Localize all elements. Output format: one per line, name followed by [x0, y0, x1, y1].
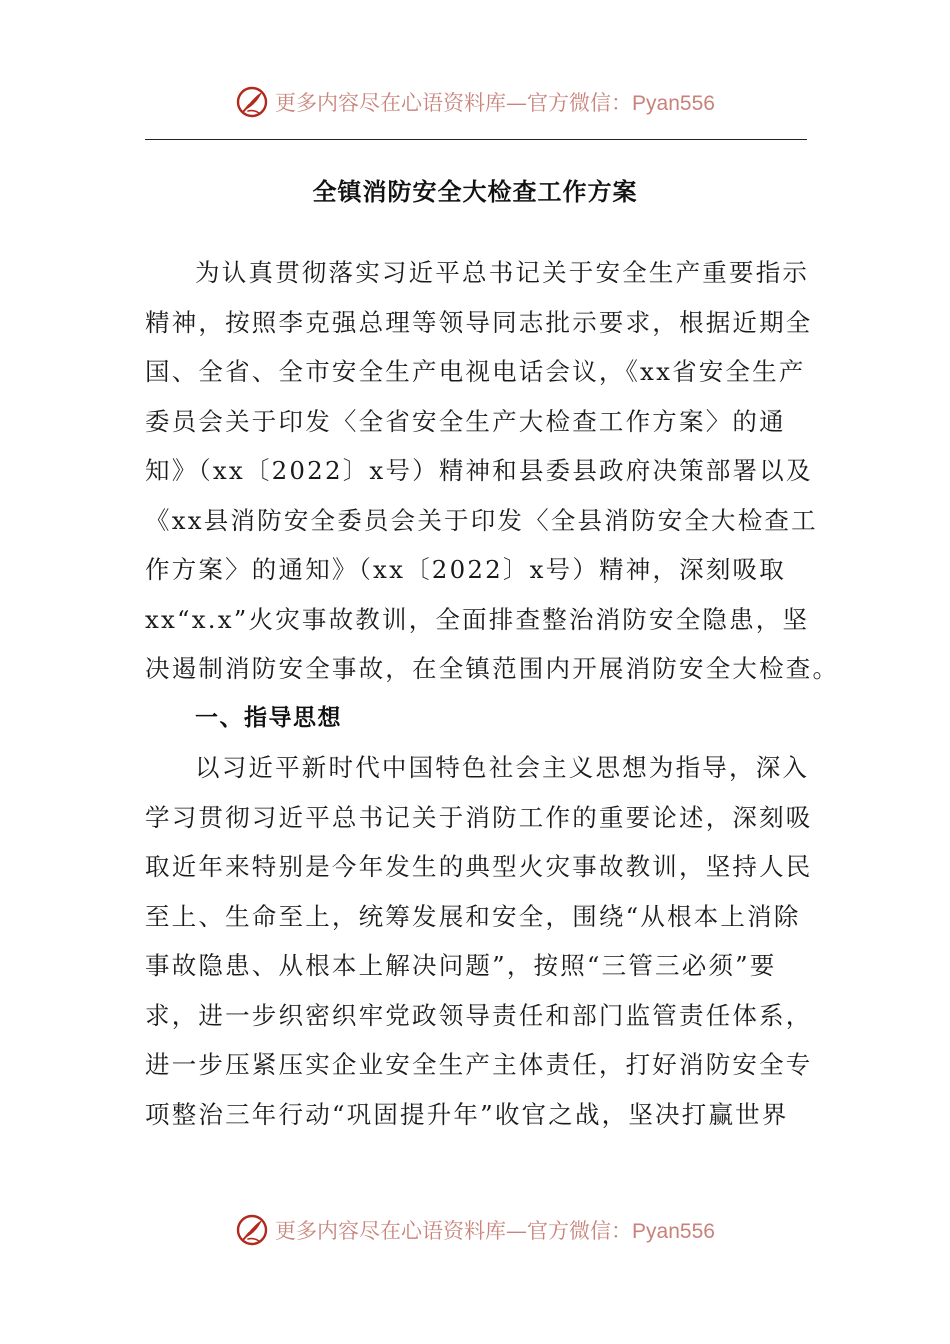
header-rule — [145, 139, 807, 140]
section-line: 事故隐患、从根本上解决问题”，按照“三管三必须”要 — [145, 951, 777, 980]
section-line: 至上、生命至上，统筹发展和安全，围绕“从根本上消除 — [145, 901, 801, 931]
document-body — [145, 248, 840, 1139]
section-line: 取近年来特别是今年发生的典型火灾事故教训，坚持人民 — [145, 852, 813, 881]
intro-line: 委员会关于印发〈全省安全生产大检查工作方案〉的通 — [145, 406, 786, 436]
section-heading: 一、指导思想 — [195, 704, 342, 731]
watermark-label: 更多内容尽在心语资料库—官方微信： — [275, 1219, 633, 1243]
section-line: 项整治三年行动“巩固提升年”收官之战，坚决打赢世界 — [145, 1099, 789, 1129]
intro-line: 精神，按照李克强总理等领导同志批示要求，根据近期全 — [145, 307, 813, 337]
feather-pen-logo-icon — [235, 1213, 269, 1247]
section-line: 学习贯彻习近平总书记关于消防工作的重要论述，深刻吸 — [145, 802, 813, 832]
watermark-text — [275, 1215, 715, 1245]
document-title: 全镇消防安全大检查工作方案 — [312, 178, 638, 206]
feather-pen-logo-icon — [235, 85, 269, 119]
intro-line: xx“x.x”火灾事故教训，全面排查整治消防安全隐患，坚 — [145, 604, 810, 634]
intro-line: 作方案〉的通知》（xx〔2022〕x号）精神，深刻吸取 — [145, 555, 786, 584]
watermark-text — [275, 87, 715, 117]
section-line: 进一步压紧压实企业安全生产主体责任，打好消防安全专 — [145, 1050, 813, 1079]
wechat-id: Pyan556 — [632, 92, 715, 115]
intro-line: 《xx县消防安全委员会关于印发〈全县消防安全大检查工 — [145, 505, 818, 535]
bottom-watermark-banner — [0, 1210, 950, 1250]
wechat-id: Pyan556 — [632, 1220, 715, 1243]
intro-line: 知》（xx〔2022〕x号）精神和县委县政府决策部署以及 — [145, 456, 813, 485]
section-line: 以习近平新时代中国特色社会主义思想为指导，深入 — [195, 753, 810, 782]
top-watermark-banner — [0, 82, 950, 122]
section-line: 求，进一步织密织牢党政领导责任和部门监管责任体系， — [145, 1000, 813, 1030]
watermark-label: 更多内容尽在心语资料库—官方微信： — [275, 91, 633, 115]
intro-line: 决遏制消防安全事故，在全镇范围内开展消防安全大检查。 — [145, 654, 840, 683]
intro-line: 国、全省、全市安全生产电视电话会议，《xx省安全生产 — [145, 357, 806, 386]
intro-line: 为认真贯彻落实习近平总书记关于安全生产重要指示 — [195, 258, 810, 287]
